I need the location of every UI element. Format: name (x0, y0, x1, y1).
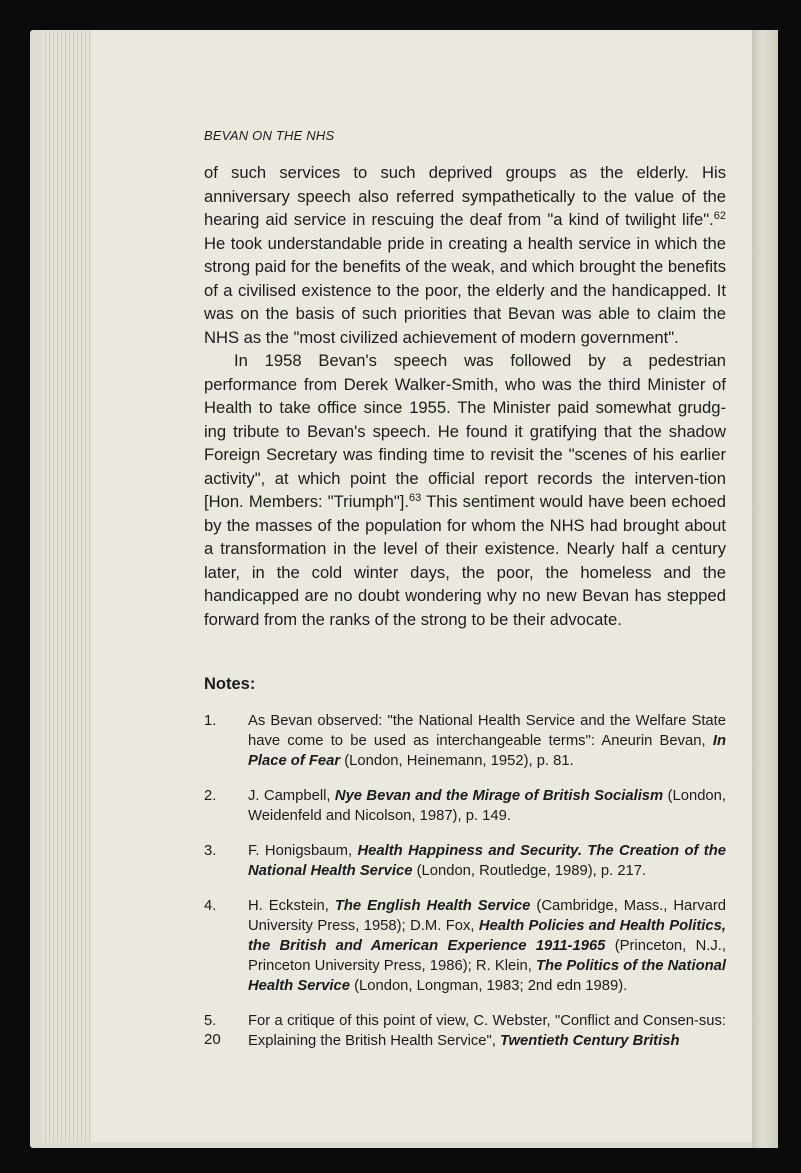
note-text (248, 711, 726, 771)
italic-title: The English Health Service (334, 898, 531, 914)
note-item (204, 1011, 726, 1051)
italic-title: Health Policies and Health Politics, the British and American Experience 1911-1965 (248, 918, 726, 954)
note-number: 5. (204, 1013, 217, 1029)
italic-title: Nye Bevan and the Mirage of British Socialism (334, 788, 664, 804)
footnote-reference: 62 (713, 210, 726, 222)
text-run: (London, Longman, 1983; 2nd edn 1989). (350, 978, 628, 994)
note-number: 3. (204, 843, 217, 859)
page-content (204, 128, 726, 1066)
text-run: H. Eckstein, (248, 898, 335, 914)
running-head: BEVAN ON THE NHS (204, 128, 335, 143)
note-number: 1. (204, 713, 217, 729)
notes-list (204, 711, 726, 1051)
italic-title: In Place of Fear (248, 733, 726, 769)
italic-title: The Politics of the National Health Service (248, 958, 726, 994)
body-text (204, 161, 726, 631)
notes-heading: Notes: (204, 675, 256, 693)
text-run: This sentiment would have been echoed by the masses of the population for whom the NHS had brought about a transformation in the level of their existence. Nearly half a century later, in the cold winter days, the poor, the homeless and the handicapped are no doubt wondering why no new Bevan has stepped forward from the ranks of the strong to be their advocate. (204, 492, 726, 629)
italic-title: Health Happiness and Security. The Creation of the National Health Service (248, 843, 727, 879)
note-text (248, 841, 726, 881)
text-run: (Cambridge, Mass., Harvard University Press, 1958); D.M. Fox, (248, 898, 726, 934)
text-run: (London, Weidenfeld and Nicolson, 1987), p. 149. (248, 788, 726, 824)
note-text (248, 896, 726, 996)
text-run: For a critique of this point of view, C. Webster, "Conflict and Consen-sus: Explaining the British Health Service", (248, 1013, 726, 1049)
page-edges (42, 30, 98, 1142)
text-run: (London, Heinemann, 1952), p. 81. (340, 753, 574, 769)
note-item (204, 841, 726, 881)
text-run: As Bevan observed: "the National Health Service and the Welfare State have come to be used as interchangeable terms": Aneurin Bevan, (248, 713, 726, 749)
text-run: J. Campbell, (248, 788, 335, 804)
text-run: (London, Routledge, 1989), p. 217. (412, 863, 647, 879)
note-text (248, 1011, 726, 1051)
italic-title: Twentieth Century British (500, 1033, 680, 1049)
text-run: (Princeton, N.J., Princeton University Press, 1986); R. Klein, (248, 938, 726, 974)
note-item (204, 786, 726, 826)
note-number: 2. (204, 788, 217, 804)
facing-page-edge (752, 30, 778, 1148)
text-run: of such services to such deprived groups as the elderly. His anniversary speech also referred sympathetically to the value of the hearing aid service in rescuing the deaf from "a kind of twilight life". (204, 163, 726, 229)
note-number: 4. (204, 898, 217, 914)
note-text (248, 786, 726, 826)
paragraph (204, 161, 726, 349)
text-run: He took understandable pride in creating a health service in which the strong paid for the benefits of the weak, and which brought the benefits of a civilised existence to the poor, the elderly and the handicapped. It was on the basis of such priorities that Bevan was able to claim the NHS as the "most civilized achievement of modern government". (204, 233, 726, 347)
paragraph (204, 349, 726, 631)
note-item (204, 711, 726, 771)
text-run: In 1958 Bevan's speech was followed by a pedestrian performance from Derek Walker-Smith, who was the third Minister of Health to take office since 1955. The Minister paid somewhat grudg-ing tribute to Bevan's speech. He found it gratifying that the shadow Foreign Secretary was finding time to revisit the "scenes of his earlier activity", at which point the official report records the interven-tion [Hon. Members: "Triumph"]. (204, 351, 726, 511)
page-number: 20 (204, 1031, 221, 1048)
footnote-reference: 63 (409, 492, 422, 504)
text-run: F. Honigsbaum, (248, 843, 358, 859)
note-item (204, 896, 726, 996)
